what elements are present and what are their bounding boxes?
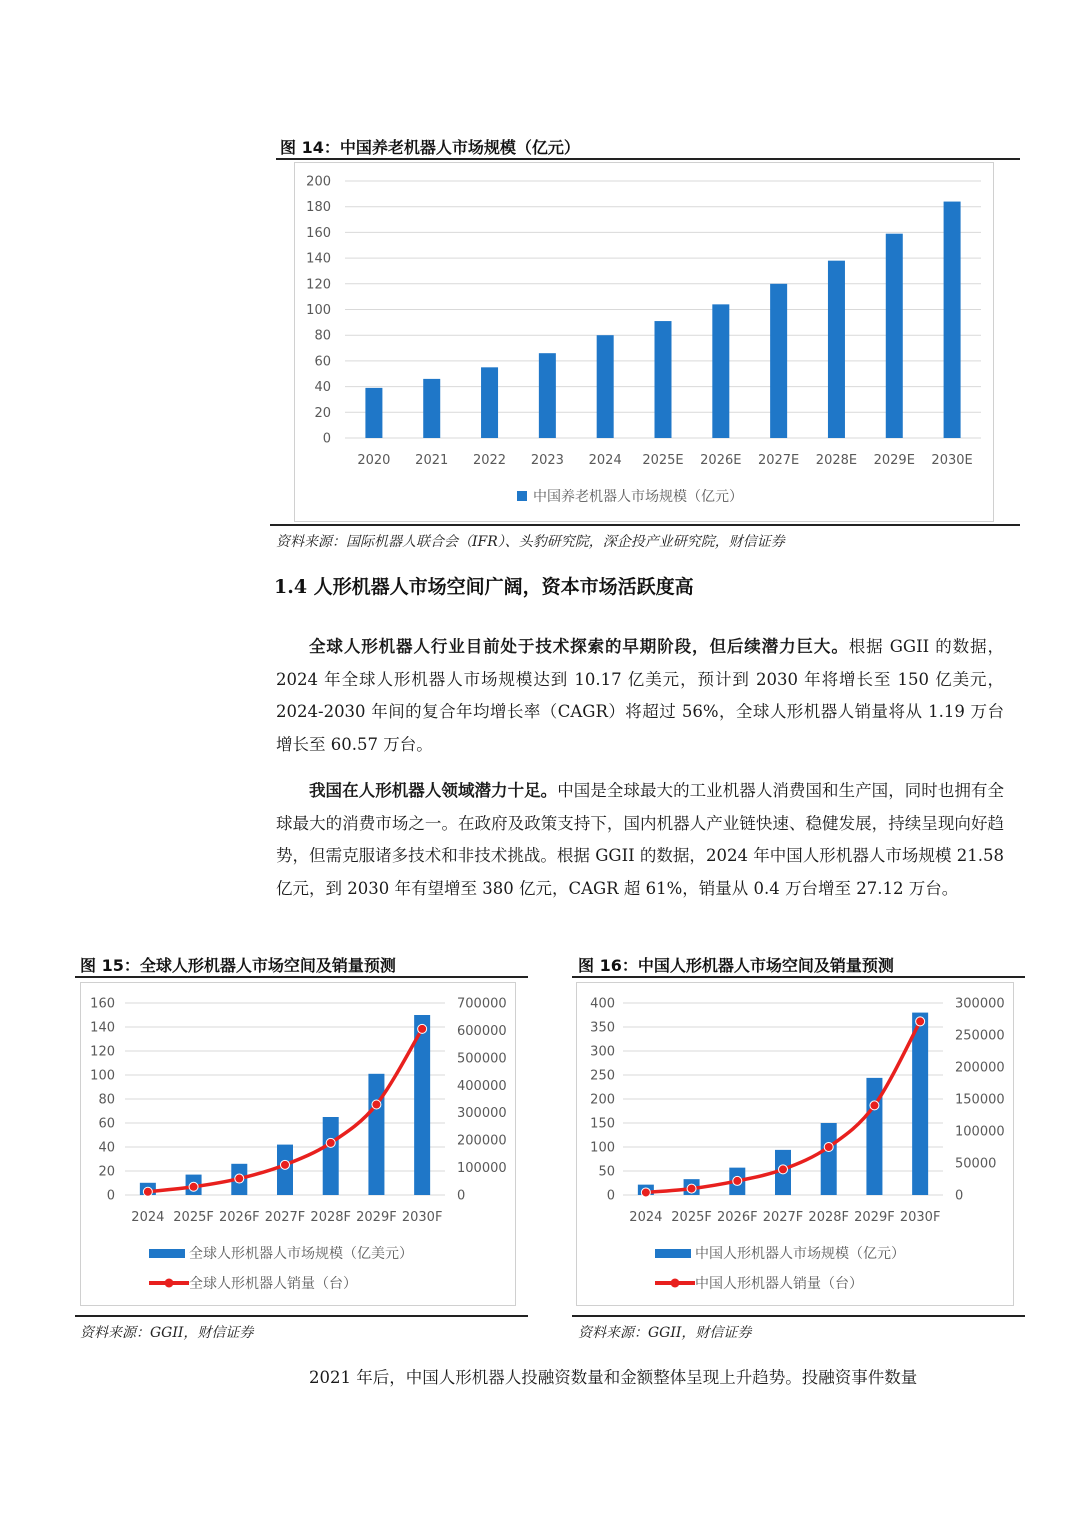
sales-point xyxy=(641,1188,650,1197)
y-tick-label-left: 0 xyxy=(322,431,331,447)
bar xyxy=(539,353,556,438)
y-tick-label-left: 150 xyxy=(590,1116,615,1132)
y-tick-label-left: 200 xyxy=(590,1092,615,1108)
x-tick-label: 2027E xyxy=(757,453,800,468)
bar xyxy=(944,202,961,438)
x-tick-label: 2024 xyxy=(588,453,622,468)
y-tick-label-right: 150000 xyxy=(955,1092,1005,1108)
y-tick-label-left: 120 xyxy=(306,277,331,293)
x-tick-label: 2021 xyxy=(415,453,449,468)
figure-15-legend-bars-label: 全球人形机器人市场规模（亿美元） xyxy=(189,1246,413,1262)
y-tick-label-left: 80 xyxy=(98,1092,115,1108)
y-tick-label-right: 700000 xyxy=(457,996,507,1012)
sales-point xyxy=(235,1174,244,1183)
y-tick-label-right: 250000 xyxy=(955,1028,1005,1044)
y-tick-label-left: 0 xyxy=(606,1188,615,1204)
sales-point xyxy=(189,1182,198,1191)
figure-16-top-rule xyxy=(572,976,1025,978)
figure-15-bottom-rule xyxy=(75,1315,528,1317)
bar xyxy=(423,379,440,438)
bar xyxy=(828,261,845,438)
bar xyxy=(597,335,614,438)
y-tick-label-left: 40 xyxy=(98,1140,115,1156)
bar xyxy=(886,234,903,438)
figure-14-top-rule xyxy=(276,158,1020,160)
paragraph-global-lead: 全球人形机器人行业目前处于技术探索的早期阶段，但后续潜力巨大。 xyxy=(309,637,849,656)
y-tick-label-left: 120 xyxy=(90,1044,115,1060)
y-tick-label-left: 60 xyxy=(314,354,331,370)
bar xyxy=(912,1013,928,1195)
figure-14-title: 图 14：中国养老机器人市场规模（亿元） xyxy=(280,138,580,157)
bar xyxy=(481,367,498,438)
figure-16-legend-line-label: 中国人形机器人销量（台） xyxy=(695,1276,863,1292)
y-tick-label-right: 0 xyxy=(457,1188,466,1204)
paragraph-china-body: 中国是全球最大的工业机器人消费国和生产国，同时也拥有全球最大的消费市场之一。在政府及政策支持下，国内机器人产业链快速、稳健发展，持续呈现向好趋势，但需克服诸多技术和非技术挑战。根据 GGII 的数据，2024 年中国人形机器人市场规模 21.58 亿元，到 2030 年有望增至 380 亿元，CAGR 超 61%，销量从 0.4 万台增至 27.12 万台。 xyxy=(276,781,1005,898)
y-tick-label-left: 80 xyxy=(314,328,331,344)
y-tick-label-right: 200000 xyxy=(955,1060,1005,1076)
figure-16-legend-bars xyxy=(655,1243,905,1263)
bar xyxy=(712,304,729,438)
legend-line-swatch xyxy=(655,1277,695,1289)
bar xyxy=(821,1123,837,1195)
y-tick-label-left: 100 xyxy=(590,1140,615,1156)
y-tick-label-right: 400000 xyxy=(457,1078,507,1094)
y-tick-label-left: 350 xyxy=(590,1020,615,1036)
bar xyxy=(323,1117,339,1195)
sales-point xyxy=(143,1187,152,1196)
footer-paragraph: 2021 年后，中国人形机器人投融资数量和金额整体呈现上升趋势。投融资事件数量 xyxy=(309,1368,918,1387)
y-tick-label-right: 500000 xyxy=(457,1051,507,1067)
y-tick-label-left: 140 xyxy=(306,251,331,267)
figure-14-source: 资料来源：国际机器人联合会（IFR）、头豹研究院，深企投产业研究院，财信证券 xyxy=(276,534,785,550)
figure-14-bottom-rule xyxy=(270,524,1020,526)
x-tick-label: 2030E xyxy=(931,453,973,468)
figure-15-legend-line xyxy=(149,1273,357,1293)
sales-point xyxy=(281,1160,290,1169)
y-tick-label-right: 50000 xyxy=(955,1156,997,1172)
y-tick-label-right: 100000 xyxy=(457,1161,507,1177)
bar xyxy=(770,284,787,438)
legend-bar-swatch xyxy=(655,1249,691,1258)
sales-point xyxy=(687,1184,696,1193)
x-tick-label: 2027F xyxy=(762,1210,804,1225)
figure-14-chart xyxy=(294,162,994,522)
x-tick-label: 2025E xyxy=(642,453,684,468)
sales-point xyxy=(418,1024,427,1033)
x-tick-label: 2030F xyxy=(401,1210,443,1225)
figure-14-legend xyxy=(517,486,743,506)
y-tick-label-left: 50 xyxy=(598,1164,615,1180)
y-tick-label-left: 40 xyxy=(314,380,331,396)
figure-15-legend-line-label: 全球人形机器人销量（台） xyxy=(189,1276,357,1292)
x-tick-label: 2027F xyxy=(264,1210,306,1225)
x-tick-label: 2025F xyxy=(173,1210,214,1225)
bar xyxy=(655,321,672,438)
figure-15-source: 资料来源：GGII，财信证券 xyxy=(80,1325,254,1341)
y-tick-label-right: 100000 xyxy=(955,1124,1005,1140)
bar xyxy=(368,1074,384,1195)
paragraph-global-body: 根据 GGII 的数据，2024 年全球人形机器人市场规模达到 10.17 亿美元，预计到 2030 年将增长至 150 亿美元，2024-2030 年间的复合年均增长率（CAGR）将超过 56%，全球人形机器人销量将从 1.19 万台增长至 60.57 万台。 xyxy=(276,637,1004,754)
sales-point xyxy=(733,1176,742,1185)
y-tick-label-left: 140 xyxy=(90,1020,115,1036)
y-tick-label-left: 250 xyxy=(590,1068,615,1084)
legend-bar-swatch xyxy=(149,1249,185,1258)
x-tick-label: 2029F xyxy=(356,1210,397,1225)
x-tick-label: 2029F xyxy=(854,1210,895,1225)
y-tick-label-left: 200 xyxy=(306,174,331,190)
y-tick-label-right: 600000 xyxy=(457,1023,507,1039)
y-tick-label-left: 160 xyxy=(306,225,331,241)
x-tick-label: 2029E xyxy=(873,453,915,468)
y-tick-label-left: 180 xyxy=(306,200,331,216)
x-tick-label: 2023 xyxy=(530,453,564,468)
x-tick-label: 2026F xyxy=(219,1210,260,1225)
y-tick-label-right: 200000 xyxy=(457,1133,507,1149)
figure-14-legend-label: 中国养老机器人市场规模（亿元） xyxy=(533,489,743,505)
figure-15-title: 图 15：全球人形机器人市场空间及销量预测 xyxy=(80,956,396,975)
y-tick-label-left: 160 xyxy=(90,996,115,1012)
figure-14-svg xyxy=(295,163,993,521)
figure-16-legend-line xyxy=(655,1273,863,1293)
legend-bar-swatch xyxy=(517,491,527,501)
sales-point xyxy=(916,1017,925,1026)
figure-16-chart xyxy=(576,982,1014,1306)
x-tick-label: 2024 xyxy=(131,1210,165,1225)
y-tick-label-left: 100 xyxy=(306,303,331,318)
paragraph-global xyxy=(276,631,1004,761)
y-tick-label-right: 0 xyxy=(955,1188,964,1204)
legend-line-swatch xyxy=(149,1277,189,1289)
sales-point xyxy=(779,1165,788,1174)
x-tick-label: 2026F xyxy=(717,1210,758,1225)
y-tick-label-right: 300000 xyxy=(955,996,1005,1012)
y-tick-label-left: 60 xyxy=(98,1116,115,1132)
y-tick-label-left: 0 xyxy=(106,1188,115,1204)
sales-point xyxy=(870,1101,879,1110)
x-tick-label: 2028F xyxy=(808,1210,849,1225)
y-tick-label-left: 400 xyxy=(590,996,615,1012)
y-tick-label-left: 300 xyxy=(590,1044,615,1060)
y-tick-label-left: 20 xyxy=(98,1164,115,1180)
y-tick-label-left: 20 xyxy=(314,405,331,421)
y-tick-label-right: 300000 xyxy=(457,1106,507,1122)
sales-point xyxy=(372,1100,381,1109)
x-tick-label: 2022 xyxy=(472,453,507,468)
figure-15-chart xyxy=(80,982,516,1306)
bar xyxy=(365,388,382,438)
x-tick-label: 2020 xyxy=(357,453,391,468)
sales-point xyxy=(326,1138,335,1147)
x-tick-label: 2030F xyxy=(899,1210,941,1225)
figure-15-legend-bars xyxy=(149,1243,413,1263)
figure-15-top-rule xyxy=(75,976,528,978)
figure-16-source: 资料来源：GGII，财信证券 xyxy=(578,1325,752,1341)
paragraph-china xyxy=(276,775,1004,905)
figure-16-title: 图 16：中国人形机器人市场空间及销量预测 xyxy=(578,956,894,975)
x-tick-label: 2025F xyxy=(671,1210,712,1225)
figure-16-legend-bars-label: 中国人形机器人市场规模（亿元） xyxy=(695,1246,905,1262)
x-tick-label: 2024 xyxy=(629,1210,663,1225)
x-tick-label: 2028E xyxy=(815,453,858,468)
paragraph-china-lead: 我国在人形机器人领域潜力十足。 xyxy=(309,781,558,800)
x-tick-label: 2028F xyxy=(310,1210,351,1225)
x-tick-label: 2026E xyxy=(700,453,742,468)
section-heading: 1.4 人形机器人市场空间广阔，资本市场活跃度高 xyxy=(274,576,694,598)
y-tick-label-left: 100 xyxy=(90,1068,115,1084)
figure-16-bottom-rule xyxy=(572,1315,1025,1317)
sales-point xyxy=(824,1143,833,1152)
